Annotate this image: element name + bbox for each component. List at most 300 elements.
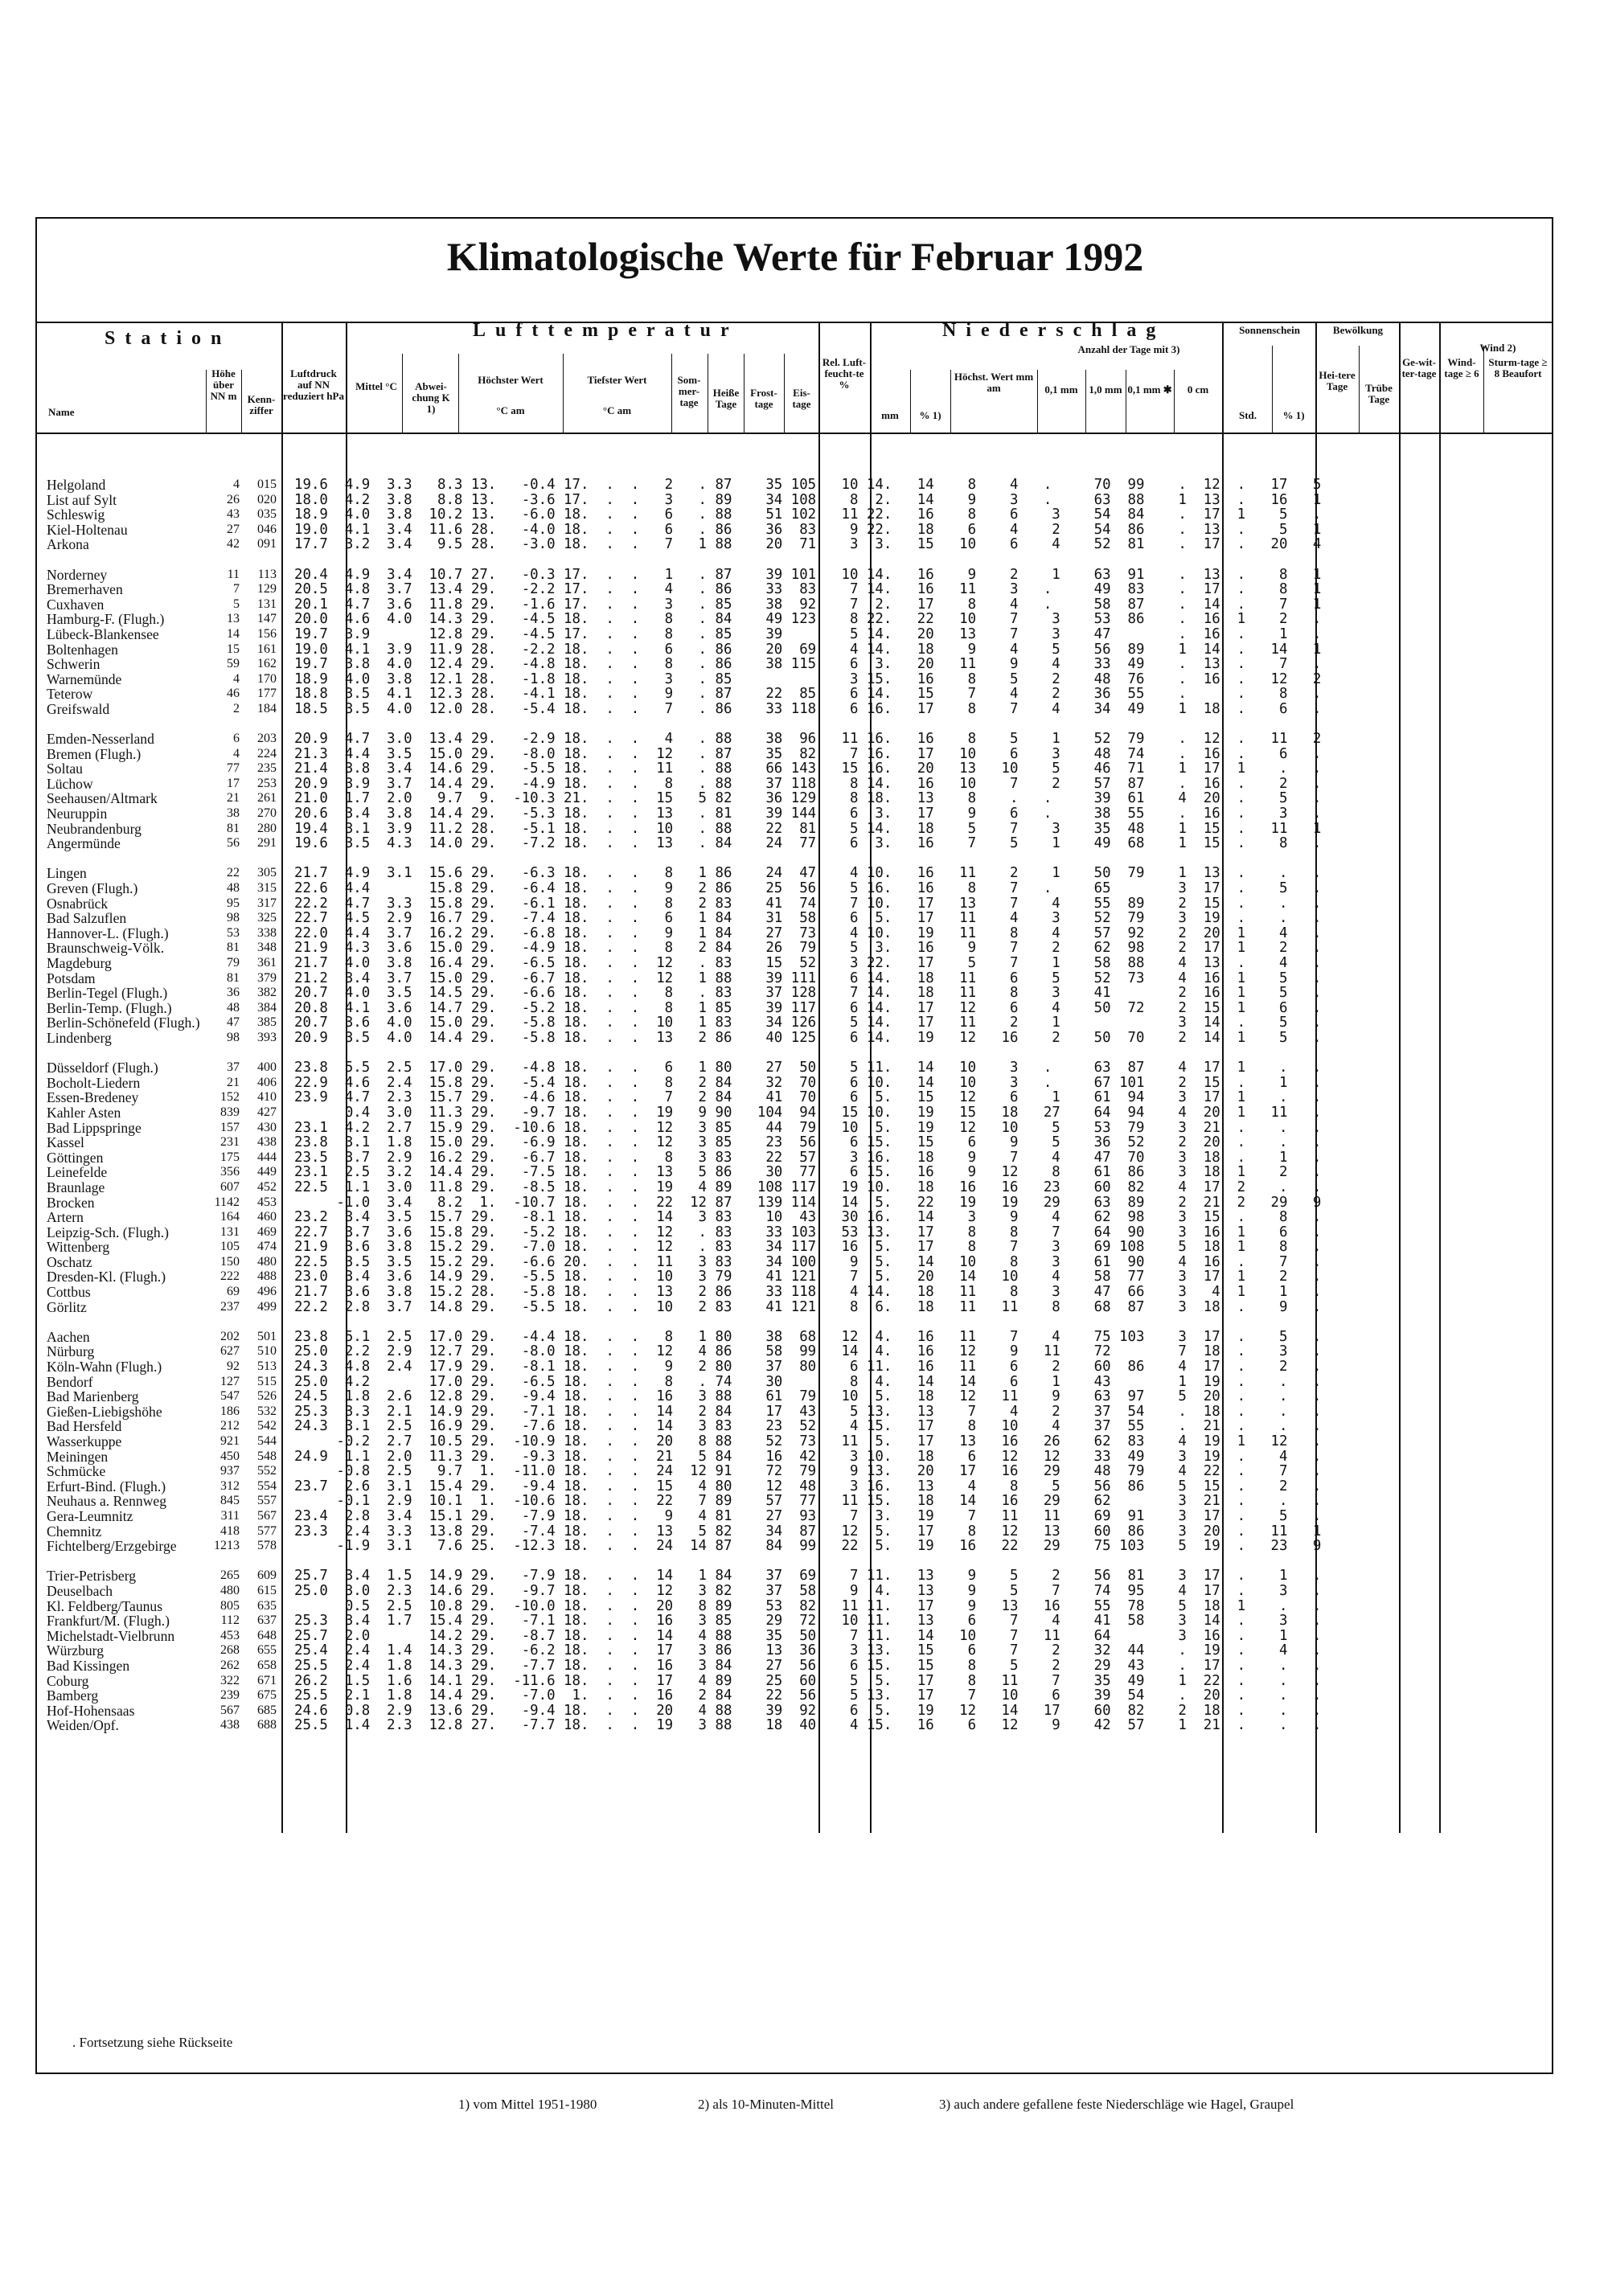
station-id-row xyxy=(207,1704,285,1719)
station-kennziffer: 578 xyxy=(257,1539,277,1553)
station-name: Görlitz xyxy=(47,1298,87,1315)
station-height: 312 xyxy=(220,1478,240,1493)
station-id-row xyxy=(207,568,285,583)
station-id-row xyxy=(207,1718,285,1733)
station-name: Magdeburg xyxy=(47,955,112,971)
station-height: 4 xyxy=(233,671,240,686)
station-name: Schleswig xyxy=(47,506,105,523)
station-height: 845 xyxy=(220,1494,240,1508)
station-id-row xyxy=(207,1225,285,1240)
group-gap xyxy=(47,1554,207,1569)
station-name: Gera-Leumnitz xyxy=(47,1507,133,1524)
rule-after-prozent xyxy=(950,370,951,433)
station-values: 20.5 4.8 3.7 13.4 29. -2.2 17. . . 4 . 86 33 83 7 14. 16 11 3 . 49 83 . 17 . 8 1 xyxy=(294,581,1322,598)
station-name: Leinefelde xyxy=(47,1164,108,1181)
station-id-row xyxy=(207,1419,285,1434)
station-kennziffer: 496 xyxy=(257,1285,277,1299)
station-values: 22.5 3.5 3.5 15.2 29. -6.6 20. . . 11 3 83 34 100 9 5. 14 10 8 3 61 90 4 16 . 7 . xyxy=(294,1253,1322,1270)
station-height: 175 xyxy=(220,1150,240,1164)
group-gap xyxy=(294,851,1549,867)
truebe-tage-subheader: Trübe Tage xyxy=(1365,382,1393,405)
station-id-row xyxy=(207,866,285,881)
hoechster-unit-subheader: °C am xyxy=(496,404,525,416)
station-kennziffer: 046 xyxy=(257,522,277,536)
station-name: Cottbus xyxy=(47,1284,91,1301)
station-name: Lübeck-Blankensee xyxy=(47,625,159,642)
station-name: Kl. Feldberg/Taunus xyxy=(47,1597,163,1614)
station-values: 19.0 4.1 3.4 11.6 28. -4.0 18. . . 6 . 86 36 83 9 22. 18 6 4 2 54 86 . 13 . 5 1 xyxy=(294,521,1322,538)
station-id-row xyxy=(207,702,285,717)
hoehe-subheader: Höhe über NN m xyxy=(210,367,237,402)
continuation-note: . Fortsetzung siehe Rückseite xyxy=(72,2035,233,2050)
station-values: 25.0 3.0 2.3 14.6 29. -9.7 18. . . 12 3 82 37 58 9 4. 13 9 5 7 74 95 4 17 . 3 . xyxy=(294,1582,1322,1599)
station-height: 322 xyxy=(220,1673,240,1687)
station-height: 53 xyxy=(227,925,240,940)
station-kennziffer: 224 xyxy=(257,746,277,761)
station-name: Brocken xyxy=(47,1194,95,1211)
station-height: 202 xyxy=(220,1329,240,1343)
station-values: 21.0 1.7 2.0 9.7 9. -10.3 21. . . 15 5 82 36 129 8 18. 13 8 . . 39 61 4 20 . 5 . xyxy=(294,790,1322,807)
station-id-row xyxy=(207,822,285,837)
station-name: Teterow xyxy=(47,686,93,703)
rule-after-abweichung xyxy=(458,354,459,433)
station-kennziffer: 147 xyxy=(257,612,277,626)
prozent-subheader: % 1) xyxy=(919,409,941,421)
group-gap xyxy=(47,717,207,732)
station-kennziffer: 177 xyxy=(257,687,277,701)
station-height: 14 xyxy=(227,626,240,641)
station-values: 20.4 4.9 3.4 10.7 27. -0.3 17. . . 1 . 87 39 101 10 14. 16 9 2 1 63 91 . 13 . 8 1 xyxy=(294,566,1322,583)
sonnenschein-header: Sonnenschein xyxy=(1239,324,1300,336)
station-values: 20.9 4.7 3.0 13.4 29. -2.9 18. . . 4 . 88 38 96 11 16. 16 8 5 1 52 79 . 12 . 11 2 xyxy=(294,731,1322,748)
station-height: 77 xyxy=(227,761,240,776)
station-values: 25.7 2.0 14.2 29. -8.7 18. . . 14 4 88 35 50 7 11. 14 10 7 11 64 3 16 . 1 . xyxy=(294,1627,1322,1644)
station-name: Coburg xyxy=(47,1672,89,1689)
kennziffer-subheader: Kenn-ziffer xyxy=(247,393,276,416)
station-values: 18.5 3.5 4.0 12.0 28. -5.4 18. . . 7 . 86 33 118 6 16. 17 8 7 4 34 49 1 18 . 6 . xyxy=(294,700,1322,717)
station-id-row xyxy=(207,806,285,822)
station-name: Wittenberg xyxy=(47,1239,110,1256)
station-values: 23.1 2.5 3.2 14.4 29. -7.5 18. . . 13 5 86 30 77 6 15. 16 9 12 8 61 86 3 18 1 2 . xyxy=(294,1164,1322,1181)
footnote-2: 2) als 10-Minuten-Mittel xyxy=(698,2097,835,2112)
mittel-subheader: Mittel °C xyxy=(355,380,397,392)
station-name: Greifswald xyxy=(47,700,110,717)
station-kennziffer: 474 xyxy=(257,1240,277,1254)
station-values: 25.0 4.2 17.0 29. -6.5 18. . . 8 . 74 30 8 4. 14 14 6 1 43 1 19 . . . xyxy=(294,1373,1322,1390)
station-name: Dresden-Kl. (Flugh.) xyxy=(47,1269,166,1285)
station-values: 22.7 3.7 3.6 15.8 29. -5.2 18. . . 12 . 83 33 103 53 13. 17 8 8 7 64 90 3 16 1 6 . xyxy=(294,1224,1322,1240)
station-kennziffer: 015 xyxy=(257,478,277,491)
station-height: 81 xyxy=(227,821,240,835)
station-height: 11 xyxy=(227,567,240,581)
station-height: 131 xyxy=(220,1224,240,1239)
station-id-row xyxy=(207,941,285,956)
station-values: 25.5 2.4 1.8 14.3 29. -7.7 18. . . 16 3 84 27 56 6 15. 15 8 5 2 29 43 . 17 . . . xyxy=(294,1657,1322,1674)
station-id-row xyxy=(207,1165,285,1180)
station-height: 152 xyxy=(220,1090,240,1105)
station-id-row xyxy=(207,896,285,912)
station-kennziffer: 131 xyxy=(257,597,277,611)
station-values: 23.7 2.6 3.1 15.4 29. -9.4 18. . . 15 4 80 12 48 3 16. 13 4 8 5 56 86 5 15 . 2 . xyxy=(294,1478,1322,1494)
station-kennziffer: 655 xyxy=(257,1643,277,1658)
station-kennziffer: 361 xyxy=(257,956,277,970)
station-height: 237 xyxy=(220,1299,240,1314)
station-name: Nürburg xyxy=(47,1343,95,1360)
station-id-row xyxy=(207,1389,285,1404)
station-height: 2 xyxy=(233,701,240,715)
station-values: 23.1 4.2 2.7 15.9 29. -10.6 18. . . 12 3 85 44 79 10 5. 19 12 10 5 53 79 3 21 . . . xyxy=(294,1119,1322,1136)
station-id-row xyxy=(207,1674,285,1689)
station-kennziffer: 688 xyxy=(257,1718,277,1732)
group-gap xyxy=(294,717,1549,732)
station-height: 239 xyxy=(220,1688,240,1703)
page-title: Klimatologische Werte für Februar 1992 xyxy=(446,234,1144,279)
station-height: 5 xyxy=(233,597,240,611)
group-gap xyxy=(47,851,207,867)
station-kennziffer: 567 xyxy=(257,1508,277,1523)
station-kennziffer: 488 xyxy=(257,1269,277,1284)
station-id-row xyxy=(207,1060,285,1076)
station-id-row xyxy=(207,1599,285,1614)
station-height: 839 xyxy=(220,1105,240,1119)
station-id-row xyxy=(207,1121,285,1136)
station-kennziffer: 203 xyxy=(257,732,277,746)
station-values: 23.8 3.1 1.8 15.0 29. -6.9 18. . . 12 3 85 23 56 6 15. 15 6 9 5 36 52 2 20 . . . xyxy=(294,1134,1322,1151)
station-name: Hannover-L. (Flugh.) xyxy=(47,925,169,941)
station-kennziffer: 427 xyxy=(257,1105,277,1119)
station-values: 21.9 3.6 3.8 15.2 29. -7.0 18. . . 12 . 83 34 117 16 5. 17 8 7 3 69 108 5 18 1 8 . xyxy=(294,1239,1322,1256)
station-name: Fichtelberg/Erzgebirge xyxy=(47,1538,177,1555)
heisse-tage-subheader: Heiße Tage xyxy=(712,387,740,410)
station-values: 21.7 3.6 3.8 15.2 28. -5.8 18. . . 13 2 86 33 118 4 14. 18 11 8 3 47 66 3 4 1 1 . xyxy=(294,1284,1322,1301)
station-values: 19.0 4.1 3.9 11.9 28. -2.2 18. . . 6 . 86 20 69 4 14. 18 9 4 5 56 89 1 14 . 14 1 xyxy=(294,641,1322,658)
station-kennziffer: 184 xyxy=(257,701,277,715)
station-height: 36 xyxy=(227,986,240,1000)
station-kennziffer: 393 xyxy=(257,1030,277,1044)
station-header: Station xyxy=(105,328,232,349)
station-height: 450 xyxy=(220,1449,240,1463)
rule-wind-split xyxy=(1483,346,1484,433)
station-kennziffer: 161 xyxy=(257,642,277,656)
group-gap xyxy=(294,1046,1549,1061)
station-kennziffer: 156 xyxy=(257,626,277,641)
station-name: Lingen xyxy=(47,865,87,882)
tage-10-subheader: 1,0 mm xyxy=(1089,383,1122,396)
abweichung-subheader: Abwei-chung K 1) xyxy=(412,380,450,415)
station-values: 25.4 2.4 1.4 14.3 29. -6.2 18. . . 17 3 86 13 36 3 13. 15 6 7 2 32 44 . 19 . 4 . xyxy=(294,1642,1322,1659)
station-kennziffer: 637 xyxy=(257,1613,277,1628)
station-kennziffer: 400 xyxy=(257,1060,277,1075)
station-height: 17 xyxy=(227,776,240,790)
station-height: 38 xyxy=(227,806,240,821)
station-id-row xyxy=(207,747,285,762)
rule-after-t01 xyxy=(1085,370,1086,433)
station-kennziffer: 170 xyxy=(257,671,277,686)
header-bottom-rule xyxy=(35,433,1553,434)
station-name: Wasserkuppe xyxy=(47,1433,122,1449)
station-kennziffer: 384 xyxy=(257,1000,277,1015)
station-kennziffer: 501 xyxy=(257,1329,277,1343)
station-name: Essen-Bredeney xyxy=(47,1089,139,1106)
station-height: 48 xyxy=(227,881,240,896)
station-values: 20.9 3.9 3.7 14.4 29. -4.9 18. . . 8 . 88 37 118 8 14. 16 10 7 2 57 87 . 16 . 2 . xyxy=(294,775,1322,792)
station-values: 23.0 3.4 3.6 14.9 29. -5.5 18. . . 10 3 79 41 121 7 5. 20 14 10 4 58 77 3 17 1 2 . xyxy=(294,1269,1322,1285)
station-height: 22 xyxy=(227,866,240,880)
group-gap xyxy=(294,1314,1549,1330)
station-values: 21.7 4.9 3.1 15.6 29. -6.3 18. . . 8 1 86 24 47 4 10. 16 11 2 1 50 79 1 13 . . . xyxy=(294,865,1322,882)
station-id-row xyxy=(207,1090,285,1105)
station-id-row xyxy=(207,687,285,702)
station-values: 19.6 4.9 3.3 8.3 13. -0.4 17. . . 2 . 87 35 105 10 14. 14 8 4 . 70 99 . 12 . 17 5 xyxy=(294,477,1322,493)
station-name: Weiden/Opf. xyxy=(47,1717,119,1734)
station-id-row xyxy=(207,1584,285,1599)
station-height: 27 xyxy=(227,522,240,536)
station-id-row xyxy=(207,1643,285,1658)
station-height: 164 xyxy=(220,1210,240,1224)
station-id-row xyxy=(207,791,285,806)
station-name: Braunlage xyxy=(47,1179,105,1195)
hoechst-wert-subheader: Höchst. Wert mm am xyxy=(954,371,1034,394)
station-id-row xyxy=(207,597,285,613)
station-height: 356 xyxy=(220,1165,240,1179)
station-values: 22.5 1.1 3.0 11.8 29. -8.5 18. . . 19 4 89 108 117 19 10. 18 16 16 23 60 82 4 17 2 . . xyxy=(294,1179,1322,1195)
station-id-row xyxy=(207,1539,285,1554)
station-name: Bamberg xyxy=(47,1687,99,1704)
station-values: 25.3 3.4 1.7 15.4 29. -7.1 18. . . 16 3 85 29 72 10 11. 13 6 7 4 41 58 3 14 . 3 . xyxy=(294,1613,1322,1630)
station-id-row xyxy=(207,672,285,687)
station-kennziffer: 554 xyxy=(257,1478,277,1493)
station-height: 262 xyxy=(220,1658,240,1672)
station-name: Köln-Wahn (Flugh.) xyxy=(47,1359,162,1376)
station-height: 6 xyxy=(233,732,240,746)
station-height: 81 xyxy=(227,941,240,955)
station-id-row xyxy=(207,986,285,1001)
luftdruck-subheader: Luftdruck auf NN reduziert hPa xyxy=(283,367,344,402)
station-id-row xyxy=(207,1210,285,1225)
station-height: 212 xyxy=(220,1419,240,1433)
station-id-row xyxy=(207,612,285,627)
station-name: Kahler Asten xyxy=(47,1104,121,1121)
station-values: 20.7 3.6 4.0 15.0 29. -5.8 18. . . 10 1 83 34 126 5 14. 17 11 2 1 3 14 . 5 . xyxy=(294,1015,1322,1031)
station-name: Bocholt-Liedern xyxy=(47,1074,141,1091)
station-name: Bad Kissingen xyxy=(47,1657,130,1674)
station-kennziffer: 325 xyxy=(257,911,277,925)
station-values: 25.5 2.1 1.8 14.4 29. -7.0 1. . . 16 2 84 22 56 5 13. 17 7 10 6 39 54 . 20 . . . xyxy=(294,1687,1322,1704)
station-kennziffer: 444 xyxy=(257,1150,277,1164)
station-name: Lüchow xyxy=(47,775,93,792)
station-values: 24.5 1.8 2.6 12.8 29. -9.4 18. . . 16 3 88 61 79 10 5. 18 12 11 9 63 97 5 20 . . . xyxy=(294,1388,1322,1405)
station-name: Potsdam xyxy=(47,970,96,986)
eistage-subheader: Eis-tage xyxy=(792,387,811,410)
station-id-row xyxy=(207,507,285,523)
station-kennziffer: 235 xyxy=(257,761,277,776)
station-id-row xyxy=(207,1449,285,1465)
station-name: Bendorf xyxy=(47,1373,93,1390)
station-values: 18.8 3.5 4.1 12.3 28. -4.1 18. . . 9 . 87 22 85 6 14. 15 7 4 2 36 55 . . 8 . xyxy=(294,686,1322,703)
station-id-row xyxy=(207,1015,285,1031)
station-height: 1142 xyxy=(214,1195,240,1209)
station-kennziffer: 020 xyxy=(257,492,277,506)
station-height: 567 xyxy=(220,1703,240,1717)
heitere-tage-subheader: Hei-tere Tage xyxy=(1319,369,1356,392)
station-values: 24.3 3.1 2.5 16.9 29. -7.6 18. . . 14 3 83 23 52 4 15. 17 8 10 4 37 55 . 21 . . . xyxy=(294,1418,1322,1435)
station-kennziffer: 385 xyxy=(257,1015,277,1030)
station-values: 23.8 5.5 2.5 17.0 29. -4.8 18. . . 6 1 80 27 50 5 11. 14 10 3 . 63 87 4 17 1 . . xyxy=(294,1060,1322,1076)
station-id-row xyxy=(207,1195,285,1211)
station-kennziffer: 615 xyxy=(257,1583,277,1597)
station-values: 20.8 4.1 3.6 14.7 29. -5.2 18. . . 8 1 85 39 117 6 14. 17 12 6 4 50 72 2 15 1 6 . xyxy=(294,999,1322,1016)
station-height: 438 xyxy=(220,1718,240,1732)
station-name: Lindenberg xyxy=(47,1029,112,1046)
station-name: Arkona xyxy=(47,536,89,553)
station-values: 20.6 3.4 3.8 14.4 29. -5.3 18. . . 13 . 81 39 144 6 3. 17 9 6 . 38 55 . 16 . 3 . xyxy=(294,806,1322,822)
station-kennziffer: 544 xyxy=(257,1434,277,1448)
station-values: 20.1 4.7 3.6 11.8 29. -1.6 17. . . 3 . 85 38 92 7 2. 17 8 4 . 58 87 . 14 . 7 1 xyxy=(294,596,1322,613)
station-id-row xyxy=(207,1076,285,1091)
station-values: 25.5 1.4 2.3 12.8 27. -7.7 18. . . 19 3 88 18 40 4 15. 16 6 12 9 42 57 1 21 . . . xyxy=(294,1717,1322,1734)
station-height: 69 xyxy=(227,1285,240,1299)
station-values: 18.0 4.2 3.8 8.8 13. -3.6 17. . . 3 . 89 34 108 8 2. 14 9 3 . 63 88 1 13 . 16 1 xyxy=(294,491,1322,508)
station-values: 21.4 3.8 3.4 14.6 29. -5.5 18. . . 11 . 88 66 143 15 16. 20 13 10 5 46 71 1 17 1 . . xyxy=(294,761,1322,777)
station-name: Trier-Petrisberg xyxy=(47,1568,137,1585)
station-name: Schwerin xyxy=(47,656,100,673)
station-kennziffer: 305 xyxy=(257,866,277,880)
station-height: 627 xyxy=(220,1344,240,1359)
station-id-row xyxy=(207,582,285,597)
station-id-row xyxy=(207,1464,285,1479)
header-top-rule xyxy=(35,322,1553,323)
station-kennziffer: 348 xyxy=(257,941,277,955)
station-name: Neubrandenburg xyxy=(47,820,142,837)
station-height: 105 xyxy=(220,1240,240,1254)
station-values: 23.9 4.7 2.3 15.7 29. -4.6 18. . . 7 2 84 41 70 6 5. 15 12 6 1 61 94 3 17 1 . . xyxy=(294,1089,1322,1106)
station-kennziffer: 542 xyxy=(257,1419,277,1433)
station-height: 42 xyxy=(227,537,240,551)
station-id-row xyxy=(207,1613,285,1629)
station-id-row xyxy=(207,657,285,672)
station-kennziffer: 460 xyxy=(257,1210,277,1224)
group-gap xyxy=(294,1554,1549,1569)
station-kennziffer: 406 xyxy=(257,1075,277,1089)
footnote-3: 3) auch andere gefallene feste Niederschläge wie Hagel, Graupel xyxy=(939,2097,1294,2112)
station-height: 37 xyxy=(227,1060,240,1075)
station-id-row xyxy=(207,493,285,508)
station-height: 921 xyxy=(220,1434,240,1448)
station-values: 25.7 3.4 1.5 14.9 29. -7.9 18. . . 14 1 84 37 69 7 11. 13 9 5 2 56 81 3 17 . 1 . xyxy=(294,1568,1322,1585)
rule-after-mittel xyxy=(402,354,403,433)
tiefster-unit-subheader: °C am xyxy=(602,404,632,416)
station-name: Bremerhaven xyxy=(47,581,123,598)
station-id-row xyxy=(207,836,285,851)
station-name: Osnabrück xyxy=(47,895,109,912)
station-height: 15 xyxy=(227,642,240,656)
station-height: 4 xyxy=(233,478,240,491)
station-height: 1213 xyxy=(214,1539,240,1553)
station-id-row xyxy=(207,1285,285,1300)
station-name: Boltenhagen xyxy=(47,641,118,658)
station-height: 805 xyxy=(220,1598,240,1613)
station-name: Frankfurt/M. (Flugh.) xyxy=(47,1613,170,1630)
station-id-row xyxy=(207,1300,285,1315)
station-id-row xyxy=(207,1031,285,1046)
station-id-row xyxy=(207,1330,285,1345)
station-id-row xyxy=(207,1494,285,1509)
station-kennziffer: 499 xyxy=(257,1299,277,1314)
station-name: Greven (Flugh.) xyxy=(47,880,138,897)
hoechster-wert-subheader: Höchster Wert xyxy=(478,374,544,386)
station-kennziffer: 382 xyxy=(257,986,277,1000)
rule-after-hoehe xyxy=(241,370,242,433)
lufttemperatur-header: Lufttemperatur xyxy=(473,320,739,341)
station-id-row xyxy=(207,926,285,941)
station-values: 23.8 5.1 2.5 17.0 29. -4.4 18. . . 8 1 80 38 68 12 4. 16 11 7 4 75 103 3 17 . 5 . xyxy=(294,1328,1322,1345)
station-name: Bad Salzuflen xyxy=(47,910,127,927)
station-kennziffer: 685 xyxy=(257,1703,277,1717)
windtage-subheader: Wind-tage ≥ 6 xyxy=(1444,356,1479,379)
rule-after-frost xyxy=(784,354,785,433)
station-kennziffer: 577 xyxy=(257,1523,277,1538)
station-name: Erfurt-Bind. (Flugh.) xyxy=(47,1478,166,1494)
station-id-row xyxy=(207,956,285,971)
station-name: Cuxhaven xyxy=(47,596,105,613)
station-values: 0.4 3.0 11.3 29. -9.7 18. . . 19 9 90 104 94 15 10. 19 15 18 27 64 94 4 20 1 11 . xyxy=(294,1104,1322,1121)
station-kennziffer: 162 xyxy=(257,657,277,671)
station-id-row xyxy=(207,1180,285,1195)
tage-01-subheader: 0,1 mm xyxy=(1044,383,1078,396)
station-values: -1.0 3.4 8.2 1. -10.7 18. . . 22 12 87 139 114 14 5. 22 19 19 29 63 89 2 21 2 29 9 xyxy=(294,1194,1322,1211)
station-name: Seehausen/Altmark xyxy=(47,790,158,807)
station-height: 46 xyxy=(227,687,240,701)
station-kennziffer: 515 xyxy=(257,1374,277,1388)
group-gap xyxy=(207,717,285,732)
station-name: Chemnitz xyxy=(47,1523,102,1540)
station-height: 231 xyxy=(220,1135,240,1150)
station-kennziffer: 469 xyxy=(257,1224,277,1239)
station-kennziffer: 091 xyxy=(257,537,277,551)
station-name: Warnemünde xyxy=(47,670,122,687)
station-height: 48 xyxy=(227,1000,240,1015)
group-gap xyxy=(47,1046,207,1061)
tage-0cm-subheader: 0 cm xyxy=(1187,383,1209,396)
niederschlag-header: Niederschlag xyxy=(942,320,1166,341)
station-kennziffer: 648 xyxy=(257,1628,277,1642)
sommertage-subheader: Som-mer-tage xyxy=(677,374,701,408)
station-kennziffer: 317 xyxy=(257,896,277,910)
station-height: 222 xyxy=(220,1269,240,1284)
station-values: 23.2 3.4 3.5 15.7 29. -8.1 18. . . 14 3 83 10 43 30 16. 14 3 9 4 62 98 3 15 . 8 . xyxy=(294,1209,1322,1226)
station-id-row xyxy=(207,1150,285,1166)
station-kennziffer: 552 xyxy=(257,1464,277,1478)
station-id-row xyxy=(207,732,285,747)
group-gap xyxy=(47,552,207,568)
station-name: Artern xyxy=(47,1209,84,1226)
station-height: 418 xyxy=(220,1523,240,1538)
station-kennziffer: 261 xyxy=(257,791,277,806)
station-name: Bremen (Flugh.) xyxy=(47,745,142,762)
tiefster-wert-subheader: Tiefster Wert xyxy=(587,374,647,386)
station-values: 19.7 3.8 4.0 12.4 29. -4.8 18. . . 8 . 86 38 115 6 3. 20 11 9 4 33 49 . 13 . 7 . xyxy=(294,656,1322,673)
station-id-row xyxy=(207,1404,285,1420)
station-values: 19.7 3.9 12.8 29. -4.5 17. . . 8 . 85 39 5 14. 20 13 7 3 47 . 16 . 1 . xyxy=(294,625,1322,642)
station-values: 21.9 4.3 3.6 15.0 29. -4.9 18. . . 8 2 84 26 79 5 3. 16 9 7 2 62 98 2 17 1 2 . xyxy=(294,940,1322,957)
station-kennziffer: 449 xyxy=(257,1165,277,1179)
station-id-row xyxy=(207,1524,285,1540)
station-name: Deuselbach xyxy=(47,1582,113,1599)
station-id-row xyxy=(207,1269,285,1285)
station-id-row xyxy=(207,1240,285,1255)
station-values: 22.6 4.4 15.8 29. -6.4 18. . . 9 2 86 25 56 5 16. 16 8 7 . 65 3 17 . 5 . xyxy=(294,880,1322,897)
station-height: 4 xyxy=(233,746,240,761)
